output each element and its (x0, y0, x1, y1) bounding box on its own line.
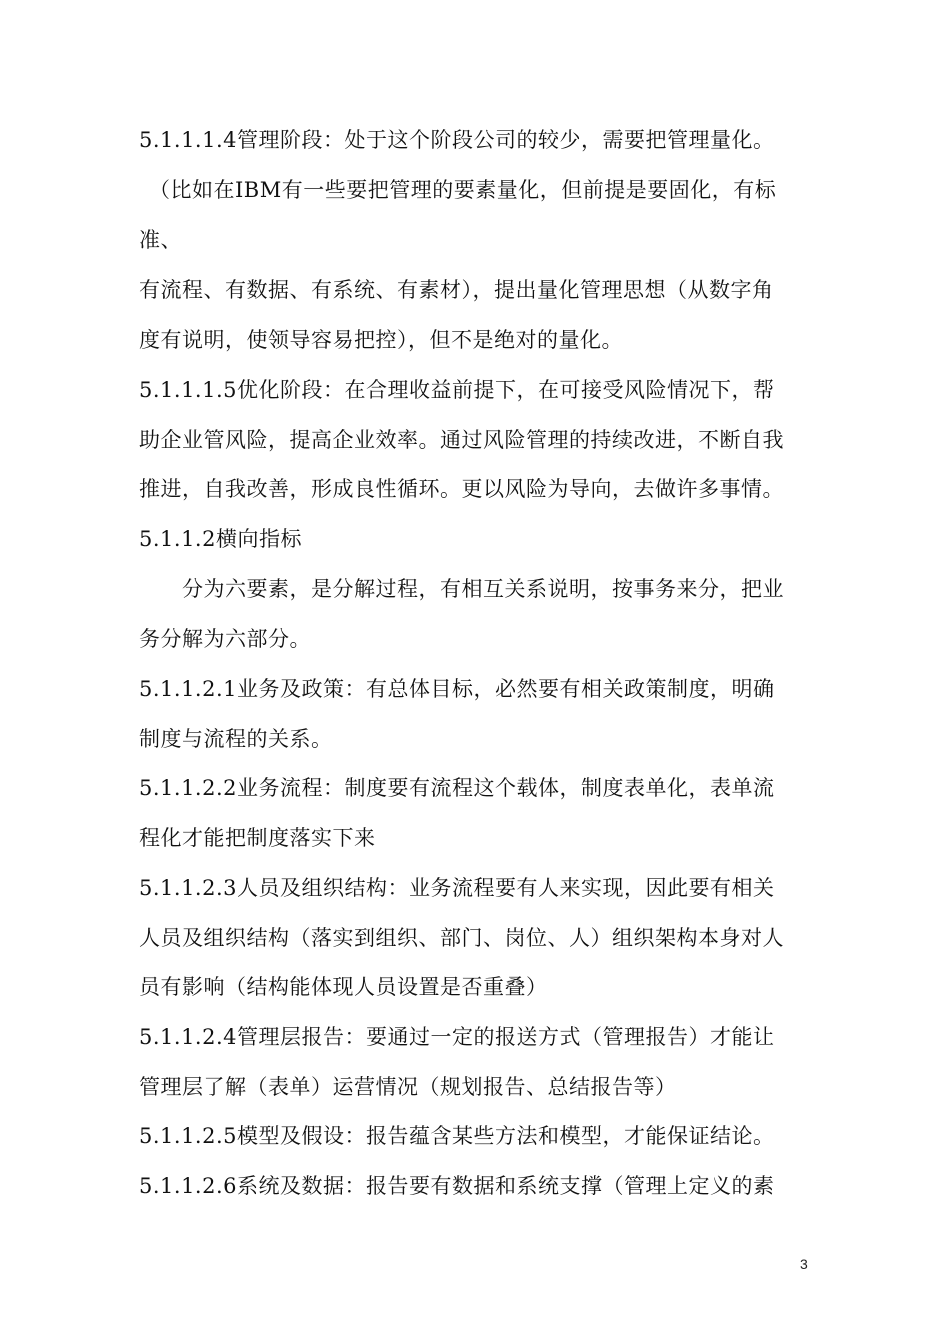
text-line: 分为六要素，是分解过程，有相互关系说明，按事务来分，把业 (182, 577, 784, 601)
text-line: 5.1.1.1.4管理阶段：处于这个阶段公司的较少，需要把管理量化。 (139, 128, 775, 152)
text-line: 5.1.1.2.6系统及数据：报告要有数据和系统支撑（管理上定义的素 (139, 1174, 775, 1198)
text-line: 程化才能把制度落实下来 (139, 826, 376, 850)
page-number: 3 (800, 1256, 809, 1272)
text-line: 5.1.1.2.4管理层报告：要通过一定的报送方式（管理报告）才能让 (139, 1025, 775, 1049)
text-line: 管理层了解（表单）运营情况（规划报告、总结报告等） (139, 1075, 677, 1099)
text-line: 有流程、有数据、有系统、有素材），提出量化管理思想（从数字角 (139, 278, 774, 302)
text-line: 人员及组织结构（落实到组织、部门、岗位、人）组织架构本身对人 (139, 926, 784, 950)
text-line: 员有影响（结构能体现人员设置是否重叠） (139, 975, 548, 999)
text-line: 度有说明，使领导容易把控），但不是绝对的量化。 (139, 328, 623, 352)
text-line: （比如在IBM有一些要把管理的要素量化，但前提是要固化，有标 (149, 178, 777, 202)
text-line: 5.1.1.2.3人员及组织结构：业务流程要有人来实现，因此要有相关 (139, 876, 775, 900)
text-line: 制度与流程的关系。 (139, 727, 333, 751)
text-line: 5.1.1.1.5优化阶段：在合理收益前提下，在可接受风险情况下，帮 (139, 378, 775, 402)
text-line: 5.1.1.2.2业务流程：制度要有流程这个载体，制度表单化，表单流 (139, 776, 775, 800)
text-line: 推进，自我改善，形成良性循环。更以风险为导向，去做许多事情。 (139, 477, 784, 501)
text-line: 5.1.1.2.5模型及假设：报告蕴含某些方法和模型，才能保证结论。 (139, 1124, 775, 1148)
text-line: 务分解为六部分。 (139, 627, 311, 651)
text-line: 准、 (139, 228, 182, 252)
text-line: 5.1.1.2.1业务及政策：有总体目标，必然要有相关政策制度，明确 (139, 677, 775, 701)
section-heading: 5.1.1.2横向指标 (139, 527, 302, 551)
text-line: 助企业管风险，提高企业效率。通过风险管理的持续改进，不断自我 (139, 428, 784, 452)
